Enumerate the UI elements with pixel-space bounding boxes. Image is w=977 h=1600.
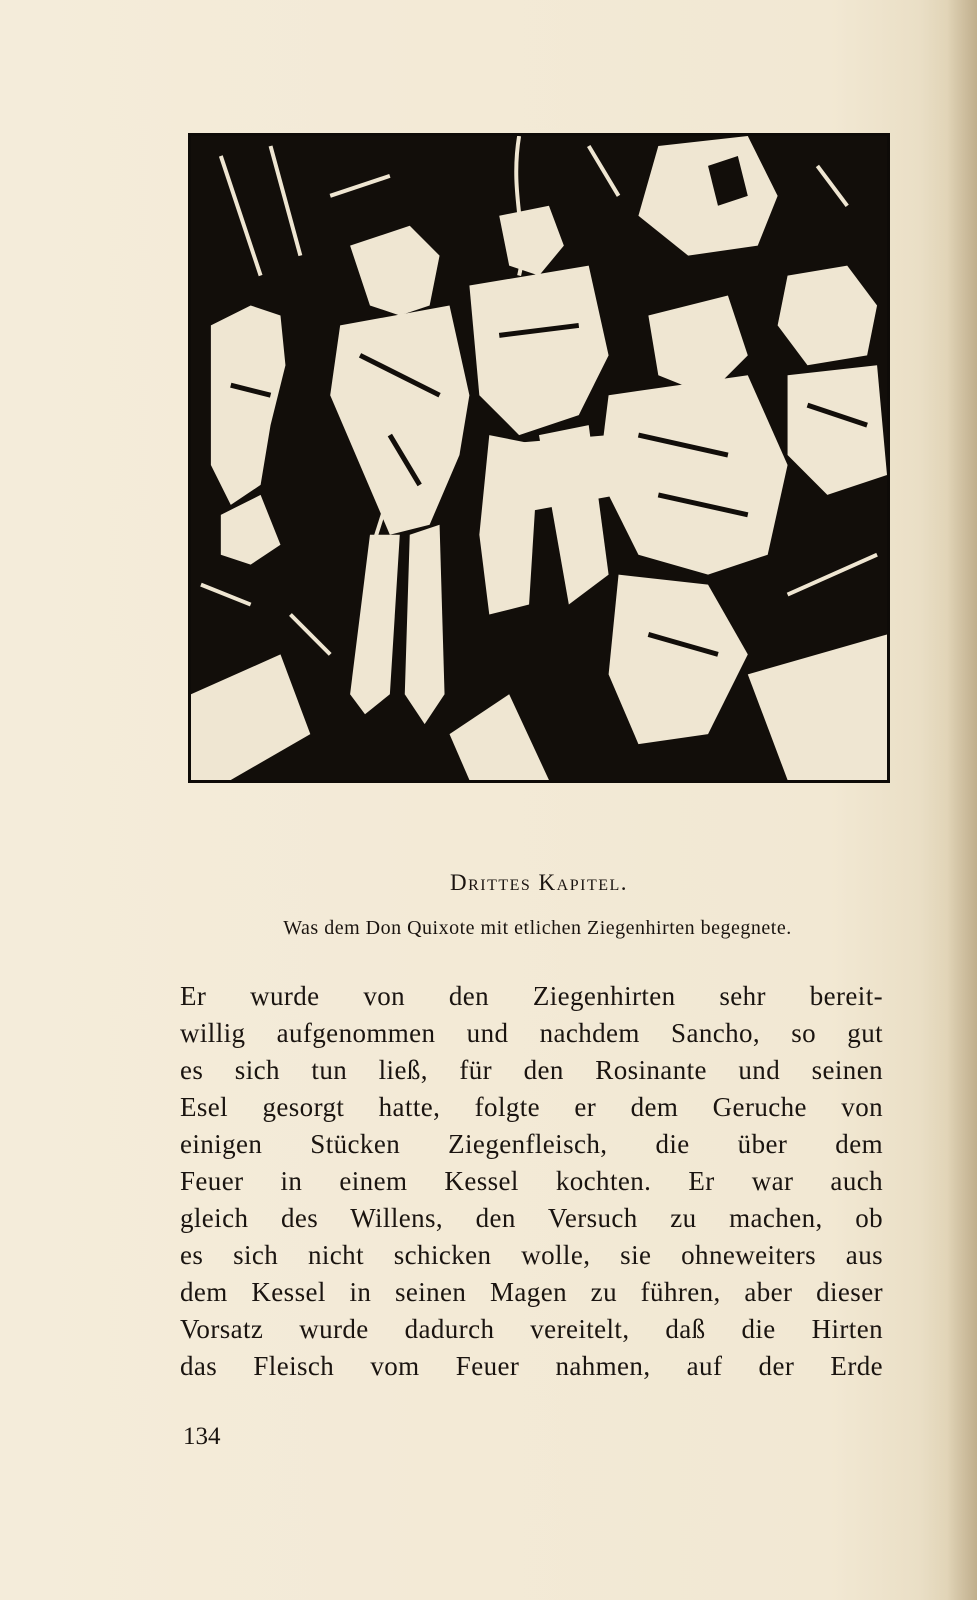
text-line: dem Kessel in seinen Magen zu führen, aber dieser: [180, 1277, 883, 1307]
chapter-heading: [188, 870, 890, 896]
text-line: es sich tun ließ, für den Rosinante und seinen: [180, 1055, 883, 1085]
text-line: das Fleisch vom Feuer nahmen, auf der Erde: [180, 1351, 883, 1381]
woodcut-illustration: [188, 133, 890, 783]
text-line: gleich des Willens, den Versuch zu machen, ob: [180, 1203, 883, 1233]
page-gutter: [947, 0, 977, 1600]
text-line: es sich nicht schicken wolle, sie ohneweiters aus: [180, 1240, 883, 1270]
text-line: willig aufgenommen und nachdem Sancho, so gut: [180, 1018, 883, 1048]
text-line: einigen Stücken Ziegenfleisch, die über dem: [180, 1129, 883, 1159]
chapter-subtitle: Was dem Don Quixote mit etlichen Ziegenhirten begegnete.: [283, 917, 792, 939]
text-line: Feuer in einem Kessel kochten. Er war auch: [180, 1166, 883, 1196]
text-line: Vorsatz wurde dadurch vereitelt, daß die Hirten: [180, 1314, 883, 1344]
text-line: Er wurde von den Ziegenhirten sehr bereit-: [180, 981, 883, 1011]
chapter-title: Drittes Kapitel.: [449, 870, 629, 895]
page-number: 134: [183, 1423, 221, 1450]
body-text: [180, 978, 883, 1385]
text-line: Esel gesorgt hatte, folgte er dem Geruche von: [180, 1092, 883, 1122]
